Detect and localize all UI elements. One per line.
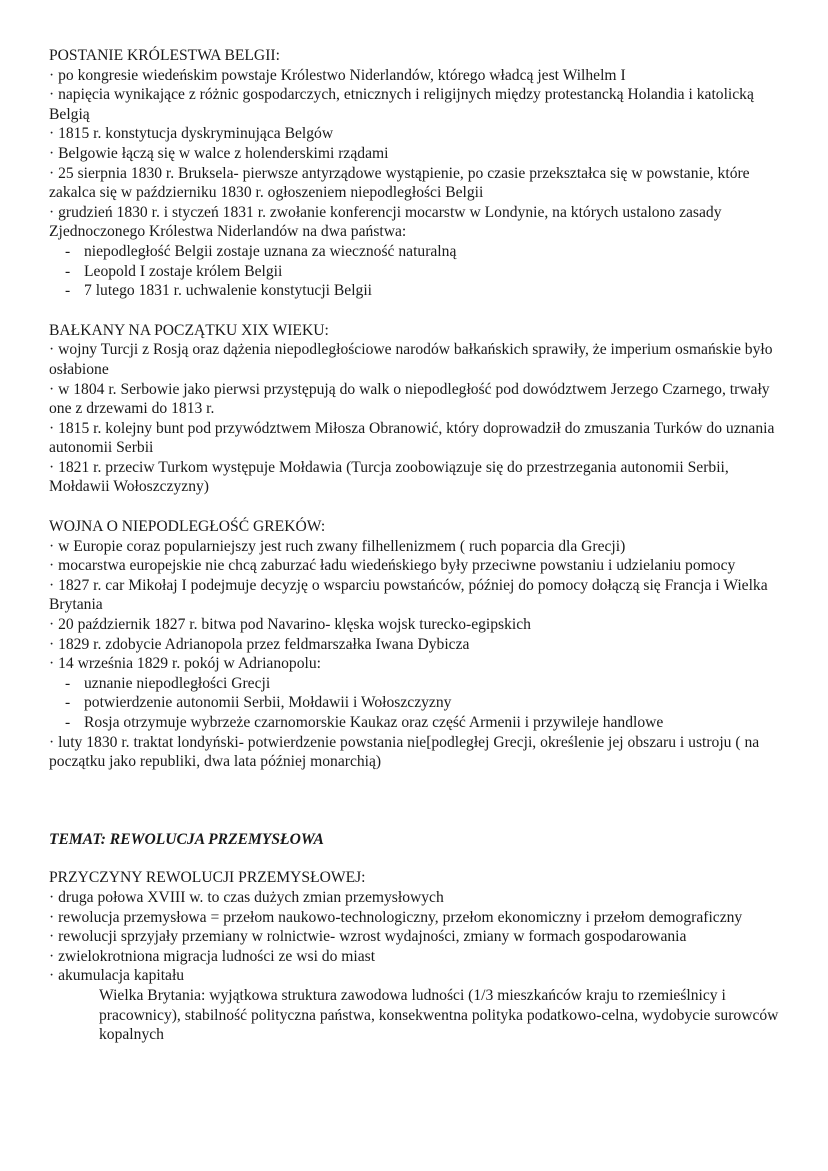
section-belgium [49, 46, 789, 301]
section-heading: BAŁKANY NA POCZĄTKU XIX WIEKU: [49, 321, 329, 339]
section-balkans [49, 321, 789, 497]
bullet-line: · po kongresie wiedeńskim powstaje Królestwo Niderlandów, którego władcą jest Wilhelm I [49, 66, 626, 84]
document-page [49, 46, 789, 1045]
sub-item-text: Leopold I zostaje królem Belgii [84, 262, 283, 280]
sub-item-text: uznanie niepodległości Grecji [84, 674, 271, 692]
bullet-line: · druga połowa XVIII w. to czas dużych zmian przemysłowych [49, 888, 444, 906]
sub-item [49, 693, 789, 713]
bullet-line: · 20 październik 1827 r. bitwa pod Navarino- klęska wojsk turecko-egipskich [49, 616, 531, 634]
bullet-line: · 1815 r. kolejny bunt pod przywództwem Miłosza Obranowić, który doprowadził do zmuszania Turków do uznania autonomii Serbii [49, 419, 775, 457]
bullet-line: · 14 września 1829 r. pokój w Adrianopolu: [49, 655, 321, 673]
dash-marker: - [65, 242, 71, 260]
bullet-line: · napięcia wynikające z różnic gospodarczych, etnicznych i religijnych między protestancką Holandia i katolicką Belgią [49, 86, 754, 123]
dash-marker: - [65, 282, 71, 300]
sub-item [49, 281, 789, 301]
bullet-line: · akumulacja kapitału [49, 967, 185, 985]
sub-item-text: potwierdzenie autonomii Serbii, Mołdawii i Wołoszczyzny [84, 694, 452, 712]
bullet-line: · grudzień 1830 r. i styczeń 1831 r. zwołanie konferencji mocarstw w Londynie, na których ustalono zasady Zjednoczonego Królestwa Niderlandów na dwa państwa: [49, 203, 722, 241]
bullet-line: · mocarstwa europejskie nie chcą zaburzać ładu wiedeńskiego były przeciwne powstaniu i udzielaniu pomocy [49, 557, 736, 575]
section-heading: WOJNA O NIEPODLEGŁOŚĆ GREKÓW: [49, 518, 326, 536]
section-greek-independence [49, 517, 789, 772]
bullet-line: · rewolucja przemysłowa = przełom naukowo-technologiczny, przełom ekonomiczny i przełom demograficzny [49, 908, 743, 926]
indented-paragraph: Wielka Brytania: wyjątkowa struktura zawodowa ludności (1/3 mieszkańców kraju to rzemieślnicy i pracownicy), stabilność polityczna państwa, konsekwentna polityka podatkowo-celna, wydobycie surowców kopalnych [99, 986, 779, 1044]
bullet-line: · 1829 r. zdobycie Adrianopola przez feldmarszałka Iwana Dybicza [49, 635, 470, 653]
topic-title: TEMAT: REWOLUCJA PRZEMYSŁOWA [49, 830, 324, 848]
dash-marker: - [65, 714, 71, 731]
dash-marker: - [65, 694, 71, 712]
sub-item-text: 7 lutego 1831 r. uchwalenie konstytucji Belgii [84, 282, 373, 300]
dash-marker: - [65, 262, 71, 280]
bullet-line: · zwielokrotniona migracja ludności ze wsi do miast [49, 947, 376, 965]
bullet-line: · 25 sierpnia 1830 r. Bruksela- pierwsze antyrządowe wystąpienie, po czasie przekształca się w powstanie, które zakalca się w październiku 1830 r. ogłoszeniem niepodległości Belgii [49, 164, 750, 202]
sub-item [49, 674, 789, 694]
bullet-line: · 1827 r. car Mikołaj I podejmuje decyzję o wsparciu powstańców, później do pomocy dołączą się Francja i Wielka Brytania [49, 576, 768, 614]
sub-item-text: Rosja otrzymuje wybrzeże czarnomorskie Kaukaz oraz część Armenii i przywileje handlowe [84, 714, 664, 731]
dash-marker: - [65, 674, 71, 692]
bullet-line: · w Europie coraz popularniejszy jest ruch zwany filhellenizmem ( ruch poparcia dla Grecji) [49, 537, 626, 555]
bullet-line: · rewolucji sprzyjały przemiany w rolnictwie- wzrost wydajności, zmiany w formach gospodarowania [49, 928, 687, 946]
bullet-line: · w 1804 r. Serbowie jako pierwsi przystępują do walk o niepodległość pod dowództwem Jerzego Czarnego, trwały one z drzewami do 1813 r. [49, 380, 770, 418]
section-heading: PRZYCZYNY REWOLUCJI PRZEMYSŁOWEJ: [49, 869, 366, 887]
bullet-line: · luty 1830 r. traktat londyński- potwierdzenie powstania nie[podległej Grecji, określenie jej obszaru i ustroju ( na początku jako republiki, dwa lata później monarchią) [49, 733, 760, 771]
sub-item [49, 713, 789, 733]
bullet-line: · 1815 r. konstytucja dyskryminująca Belgów [49, 125, 334, 143]
bullet-line: · wojny Turcji z Rosją oraz dążenia niepodległościowe narodów bałkańskich sprawiły, że imperium osmańskie było osłabione [49, 341, 773, 378]
sub-item-text: niepodległość Belgii zostaje uznana za wieczność naturalną [84, 242, 457, 260]
bullet-line: · 1821 r. przeciw Turkom występuje Mołdawia (Turcja zoobowiązuje się do przestrzegania autonomii Serbii, Mołdawii Wołoszczyzny) [49, 458, 729, 496]
sub-item [49, 262, 789, 282]
section-heading: POSTANIE KRÓLESTWA BELGII: [49, 47, 280, 64]
bullet-line: · Belgowie łączą się w walce z holenderskimi rządami [49, 144, 389, 162]
sub-item [49, 242, 789, 262]
section-industrial-revolution-causes [49, 868, 789, 1044]
